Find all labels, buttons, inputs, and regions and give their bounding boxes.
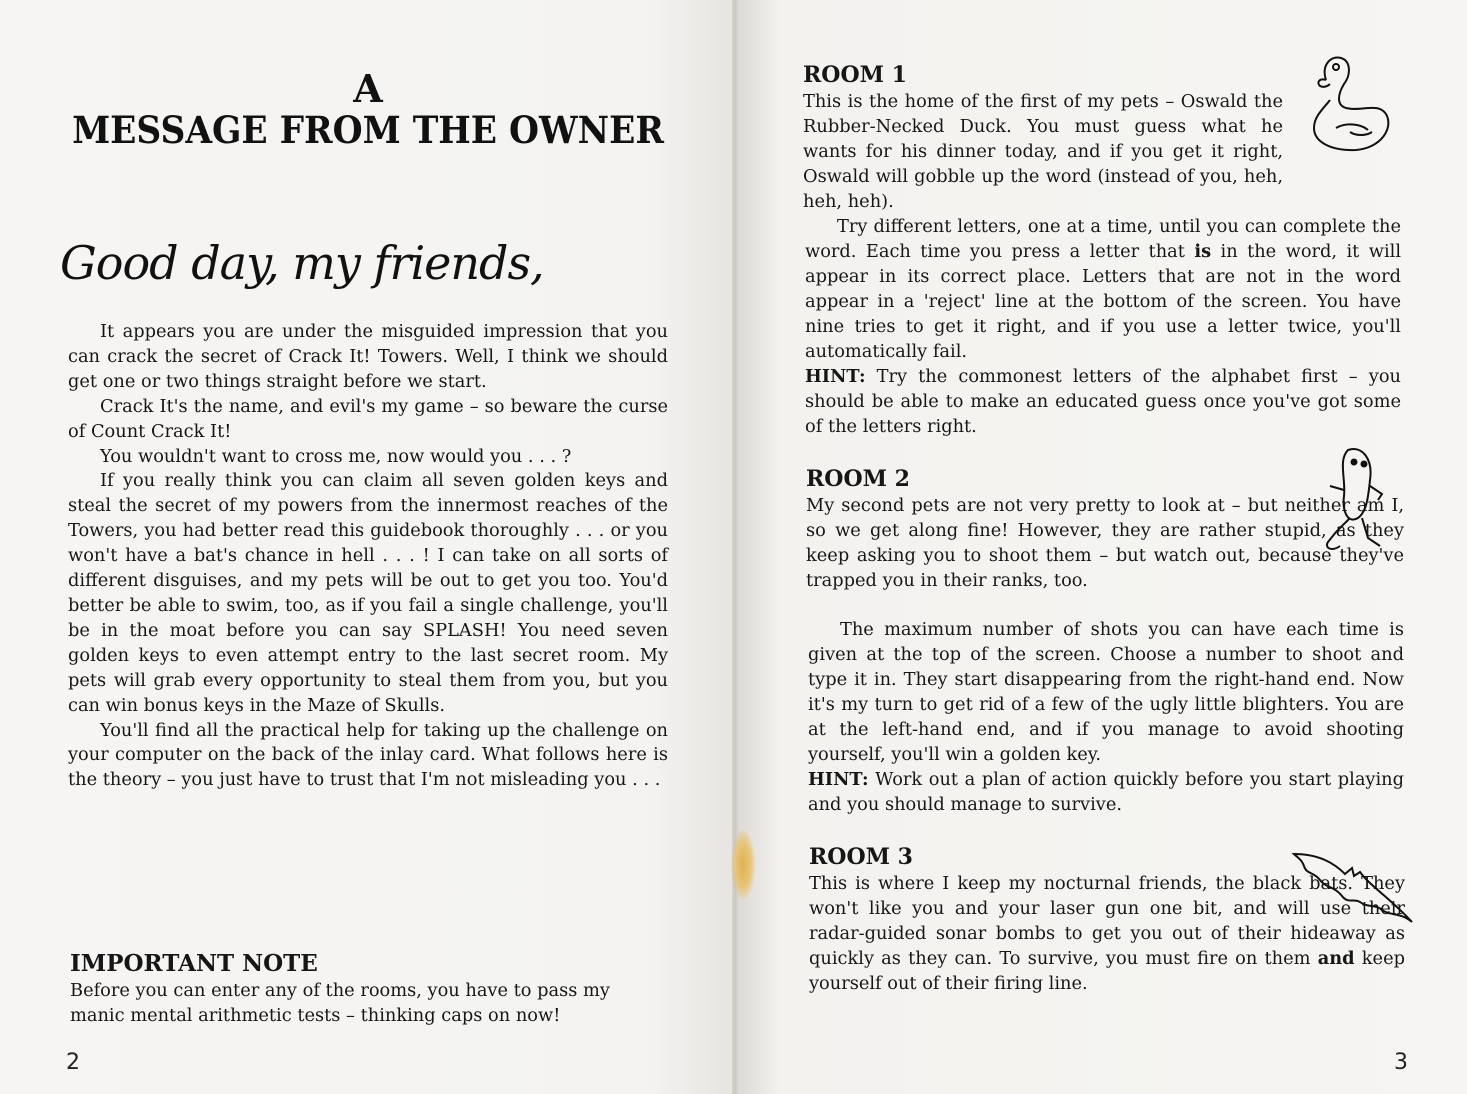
room2-text	[806, 493, 1404, 593]
hint-text: Work out a plan of action quickly before you start playing and you should manage to survive.	[808, 769, 1404, 815]
room2-text-cont	[808, 617, 1404, 817]
hint-text: Try the commonest letters of the alphabet first – you should be able to make an educated guess once you've got some of the letters right.	[805, 366, 1401, 437]
paragraph: If you really think you can claim all seven golden keys and steal the secret of my powers from the innermost reaches of the Towers, you had better read this guidebook thoroughly . . . or you won't have a bat's chance in hell . . . ! I can take on all sorts of different disguises, and my pets will be out to get you too. You'd better be able to swim, too, as if you fail a single challenge, you'll be in the moat before you can say SPLASH! You need seven golden keys to even attempt entry to the last secret room. My pets will grab every opportunity to steal them from you, but you can win bonus keys in the Maze of Skulls.	[68, 470, 668, 716]
book-fold	[732, 0, 738, 1094]
intro-text	[68, 320, 668, 793]
room2-para1	[806, 493, 1404, 593]
creature-icon	[1318, 440, 1398, 560]
greeting: Good day, my friends,	[60, 236, 544, 290]
text-span: Try different letters, one at a time, until you can complete the word. Each time you press a letter that	[805, 216, 1401, 262]
room2-para1-text: My second pets are not very pretty to look at – but neither am I, so we get along fine! However, they are rather stupid, as they keep asking you to shoot them – but watch out, because they've trapped you in their ranks, too.	[806, 495, 1404, 591]
room2-para2: The maximum number of shots you can have each time is given at the top of the screen. Choose a number to shoot and type it in. They start disappearing from the right-hand end. Now it's my turn to get rid of a few of the ugly little blighters. You are at the left-hand end, and if you manage to avoid shooting yourself, you'll win a golden key.	[808, 619, 1404, 765]
bold-span: and	[1317, 948, 1355, 969]
paragraph: You'll find all the practical help for taking up the challenge on your computer on the back of the inlay card. What follows here is the theory – you just have to trust that I'm not misleading you . . .	[68, 719, 668, 791]
note-title: IMPORTANT NOTE	[70, 950, 318, 977]
paragraph: Crack It's the name, and evil's my game – so beware the curse of Count Crack It!	[68, 395, 668, 442]
bat-icon	[1290, 846, 1416, 926]
heading-a: A	[353, 66, 383, 111]
room1-para1	[803, 89, 1283, 214]
note-body: Before you can enter any of the rooms, you have to pass my manic mental arithmetic tests – thinking caps on now!	[70, 980, 610, 1026]
bold-span: is	[1194, 241, 1212, 262]
text-span: This is where I keep my nocturnal friends, the black bats. They won't like you and your laser gun one bit, and will use their radar-guided sonar bombs to get you out of their hideaway as quickly as they can. To survive, you must fire on them	[809, 873, 1405, 969]
text-span: in the word, it will appear in its correct place. Letters that are not in the word appear in a 'reject' line at the bottom of the screen. You have nine tries to get it right, and if you use a letter twice, you'll automatically fail.	[805, 241, 1402, 362]
page-number-right: 3	[1394, 1050, 1408, 1075]
room1-title: ROOM 1	[803, 62, 907, 88]
text-span: keep yourself out of their firing line.	[809, 948, 1405, 994]
room1-para2	[805, 214, 1401, 364]
page-title: MESSAGE FROM THE OWNER	[72, 108, 664, 152]
paragraph: It appears you are under the misguided impression that you can crack the secret of Crack It! Towers. Well, I think we should get one or two things straight before we start.	[68, 321, 668, 392]
room1-para1-text: This is the home of the first of my pets – Oswald the Rubber-Necked Duck. You must guess what he wants for his dinner today, and if you get it right, Oswald will gobble up the word (instead of you, heh, heh, heh).	[803, 91, 1283, 212]
hint-label: HINT:	[808, 769, 869, 790]
paragraph: You wouldn't want to cross me, now would you . . . ?	[100, 445, 572, 467]
room1-text-cont	[805, 214, 1401, 439]
duck-icon	[1306, 50, 1396, 160]
room1-hint	[805, 364, 1401, 439]
stain	[731, 830, 755, 900]
room2-hint	[808, 767, 1404, 817]
hint-label: HINT:	[805, 366, 866, 387]
room2-title: ROOM 2	[806, 466, 910, 492]
room3-title: ROOM 3	[809, 844, 913, 870]
page-number-left: 2	[66, 1050, 80, 1075]
